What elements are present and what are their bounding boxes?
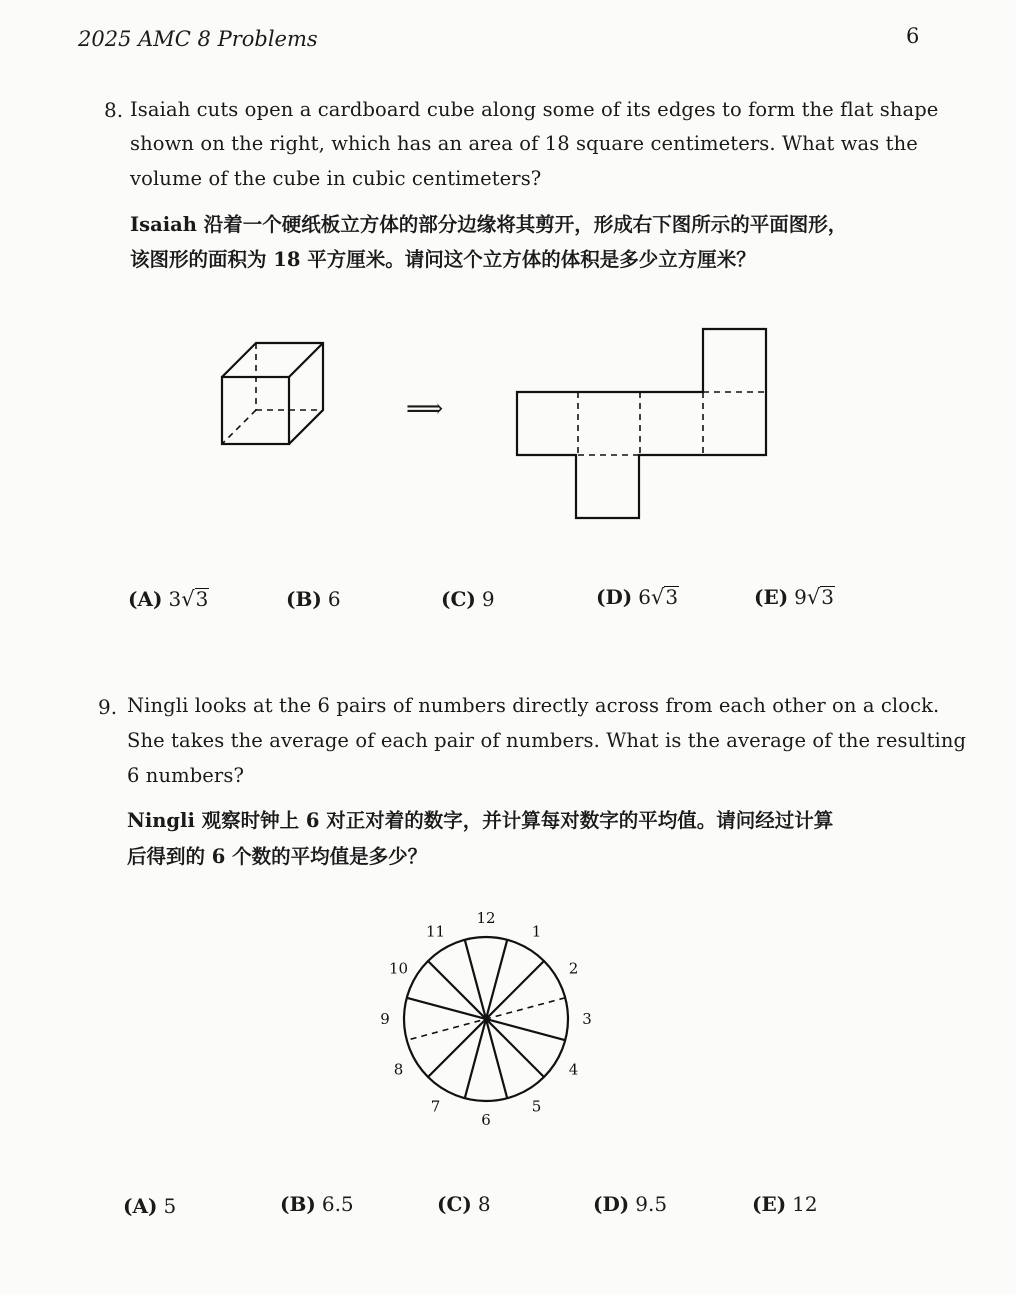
clock-number: 9 [380,1010,390,1028]
page-number: 6 [906,24,920,48]
problem-9-choice-a[interactable] [123,1194,176,1218]
problem-8-text-line-2: shown on the right, which has an area of 18 square centimeters. What was the [130,132,918,155]
problem-9-choice-e[interactable] [752,1192,818,1216]
choice-label: (B) [280,1192,316,1216]
problem-8-chinese-line-1: Isaiah 沿着一个硬纸板立方体的部分边缘将其剪开，形成右下图所示的平面图形， [130,213,848,236]
choice-label: (A) [123,1194,158,1218]
choice-radicand: 3 [665,585,679,609]
clock-number: 4 [568,1060,579,1079]
clock-number: 12 [476,909,496,927]
clock-number: 7 [430,1097,441,1116]
problem-9-choice-d[interactable] [593,1192,667,1216]
choice-value: 8 [477,1192,491,1216]
choice-value: 6.5 [321,1192,354,1216]
clock-number: 1 [531,922,542,941]
clock-number: 5 [531,1097,542,1116]
choice-value: 5 [163,1194,177,1218]
problem-9-chinese-line-2: 后得到的 6 个数的平均值是多少？ [127,845,428,868]
problem-8-number: 8. [104,98,124,122]
page-header-title: 2025 AMC 8 Problems [78,27,318,51]
problem-9-text-line-1: Ningli looks at the 6 pairs of numbers directly across from each other on a clock. [127,694,940,717]
choice-label: (D) [593,1192,630,1216]
clock-number: 3 [582,1010,592,1028]
problem-9-choice-c[interactable] [437,1192,491,1216]
choice-label: (A) [128,587,163,611]
choice-radicand: 3 [821,585,835,609]
choice-coefficient: 6 [638,585,652,609]
choice-value: 6 [327,587,341,611]
choice-label: (E) [752,1192,787,1216]
clock-number: 10 [388,959,409,978]
choice-label: (B) [286,587,322,611]
choice-value: 9 [481,587,495,611]
choice-label: (C) [441,587,476,611]
problem-8-chinese-line-2: 该图形的面积为 18 平方厘米。请问这个立方体的体积是多少立方厘米？ [130,248,756,271]
choice-radicand: 3 [195,587,209,611]
choice-label: (E) [754,585,789,609]
choice-label: (D) [596,585,633,609]
clock-number: 2 [568,959,579,978]
choice-label: (C) [437,1192,472,1216]
sqrt: √3 [181,587,209,611]
choice-value: 9.5 [635,1192,668,1216]
clock-number: 8 [393,1060,404,1079]
problem-9-chinese-line-1: Ningli 观察时钟上 6 对正对着的数字，并计算每对数字的平均值。请问经过计算 [127,809,834,832]
problem-8-text-line-1: Isaiah cuts open a cardboard cube along some of its edges to form the flat shape [130,98,939,121]
problem-8-text-line-3: volume of the cube in cubic centimeters? [130,167,542,190]
sqrt: √3 [651,585,679,609]
problem-9-number: 9. [98,695,118,719]
problem-9-text-line-3: 6 numbers? [127,764,245,787]
clock-chords [407,940,565,1098]
choice-coefficient: 9 [794,585,807,609]
clock-number: 11 [425,922,446,941]
problem-9-choice-b[interactable] [280,1192,354,1216]
problem-9-text-line-2: She takes the average of each pair of numbers. What is the average of the resulting [127,729,967,752]
sqrt: √3 [806,585,835,609]
clock-number: 6 [481,1111,491,1129]
implies-arrow: ⟹ [406,394,444,424]
choice-coefficient: 3 [168,587,182,611]
choice-value: 12 [792,1192,818,1216]
